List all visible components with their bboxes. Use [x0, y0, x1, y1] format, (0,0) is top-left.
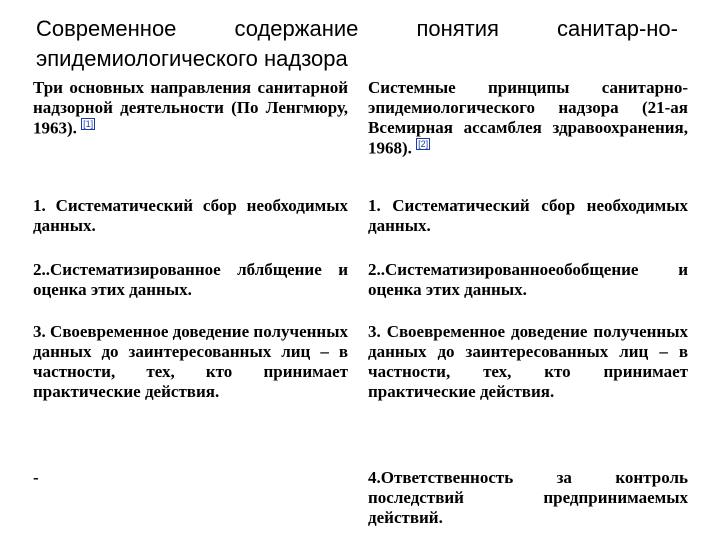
row-4-left: -: [33, 468, 39, 487]
row-3-left: 3. Своевременное доведение полученных данных до заинтересованных лиц – в частности, тех, кто принимает практические действия.: [33, 322, 348, 401]
row-1-right: 1. Систематический сбор необходимых данных.: [368, 196, 688, 235]
reference-link-1[interactable]: [1]: [83, 119, 94, 129]
page-title: Современное содержание понятия санитар-но-эпидемиологического надзора: [36, 16, 678, 71]
right-column-header: [368, 78, 688, 159]
row-4-right: 4.Ответственность за контроль последствий предпринимаемых действий.: [368, 468, 688, 527]
reference-link-2[interactable]: [2]: [418, 139, 429, 149]
row-1-left: 1. Систематический сбор необходимых данных.: [33, 196, 348, 235]
row-2-left: 2..Систематизированное лблбщение и оценка этих данных.: [33, 260, 348, 299]
left-column-header: [33, 78, 348, 139]
left-header-text: Три основных направления санитарной надзорной деятельности (По Ленгмюру, 1963).: [33, 78, 348, 138]
row-3-right: 3. Своевременное доведение полученных данных до заинтересованных лиц – в частности, тех, кто принимает практические действия.: [368, 322, 688, 401]
right-header-text: Системные принципы санитарно-эпидемиологического надзора (21-ая Всемирная ассамблея здравоохранения, 1968).: [368, 78, 688, 158]
row-2-right: 2..Систематизированноеобобщение и оценка этих данных.: [368, 260, 688, 299]
